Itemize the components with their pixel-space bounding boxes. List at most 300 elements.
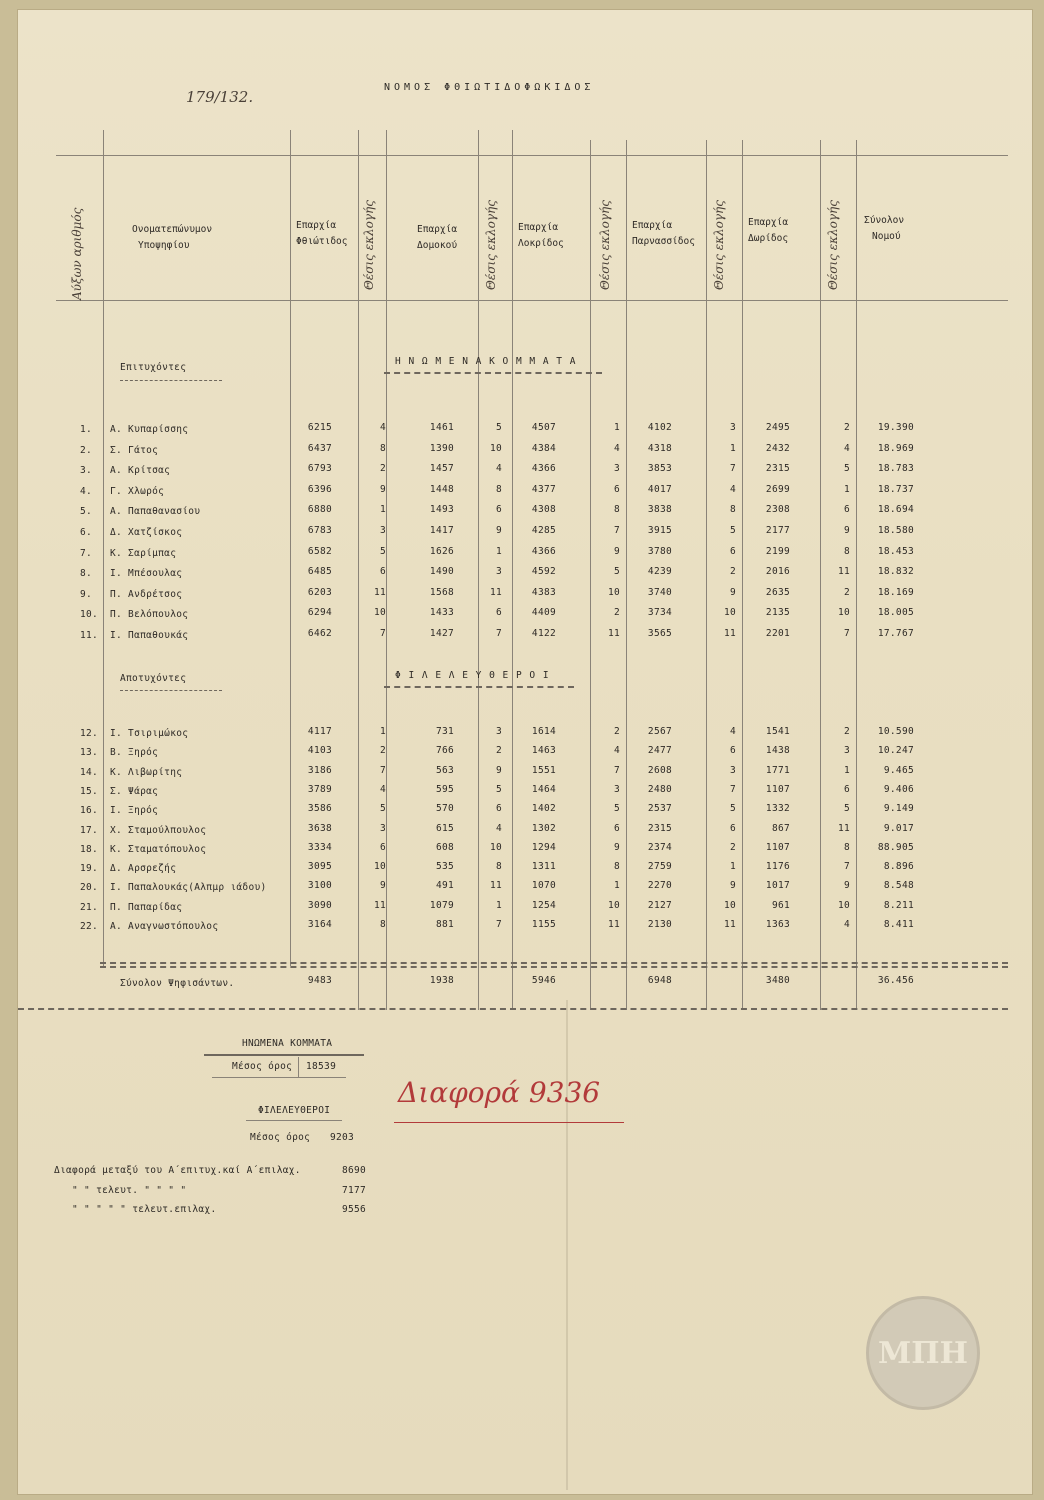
total-cell: 9.017 [883,822,914,834]
rank-cell: 5 [495,422,502,433]
rank-cell: 1 [613,422,620,433]
total-cell: 19.390 [877,422,914,433]
vote-cell: 1433 [429,607,454,619]
divider [298,1057,299,1077]
underline [120,380,222,381]
vote-cell: 1626 [429,545,454,557]
rank-cell: 3 [729,422,736,433]
totals-value: 3480 [765,975,790,986]
rank-cell: 10 [373,861,386,873]
vote-cell: 1390 [429,442,454,454]
candidate-name: Γ. Χλωρός [110,485,165,497]
candidate-name: Ι. Παπαθουκάς [110,630,189,641]
rank-cell: 9 [613,545,620,557]
total-cell: 10.247 [877,745,914,757]
vote-cell: 3915 [647,525,672,536]
vote-cell: 4377 [531,483,556,495]
vote-cell: 3838 [647,504,672,516]
rank-cell: 9 [379,880,386,892]
header-bottom-line [56,300,1008,301]
section-label-winners: Επιτυχόντες [120,362,187,373]
vote-cell: 3334 [307,841,332,853]
total-cell: 18.580 [877,525,914,536]
rank-cell: 1 [729,442,736,454]
rank-cell: 2 [613,607,620,619]
vote-cell: 1427 [429,628,454,639]
rank-cell: 4 [613,745,620,757]
vote-cell: 3586 [307,803,332,815]
vote-cell: 4239 [647,566,672,578]
rank-cell: 6 [613,483,620,495]
vote-cell: 2127 [647,899,672,911]
rank-cell: 8 [495,861,502,873]
province-header-1 [296,218,347,250]
province-label: Επαρχία [632,220,673,231]
rank-cell: 4 [729,483,736,495]
vote-cell: 3164 [307,919,332,930]
total-cell: 18.169 [877,586,914,598]
rank-cell: 11 [373,586,386,598]
vote-cell: 1490 [429,566,454,578]
province-name: Παρνασσίδος [632,236,695,247]
vote-cell: 6294 [307,607,332,619]
rank-cell: 4 [729,726,736,737]
rank-cell: 10 [837,607,850,619]
vote-cell: 6793 [307,463,332,475]
rank-cell: 1 [729,861,736,873]
rank-cell: 1 [495,545,502,557]
candidate-name: Ι. Μπέσουλας [110,568,183,580]
vote-cell: 1463 [531,745,556,757]
vote-cell: 2374 [647,841,672,853]
vote-cell: 2537 [647,803,672,815]
vote-cell: 6203 [307,586,332,598]
difference-line-3: " " " " " τελευτ.επιλαχ. [72,1204,217,1215]
rank-cell: 3 [379,525,386,536]
vote-cell: 6783 [307,525,332,536]
rank-cell: 7 [495,919,502,930]
rank-cell: 6 [495,607,502,619]
vote-cell: 1254 [531,899,556,911]
candidate-name: Κ. Σταματόπουλος [110,843,207,855]
rank-cell: 8 [613,861,620,873]
rank-cell: 11 [489,586,502,598]
vote-cell: 615 [435,822,454,834]
vote-cell: 2635 [765,586,790,598]
vote-cell: 867 [771,822,790,834]
rank-cell: 7 [613,764,620,776]
vote-cell: 1448 [429,483,454,495]
col-divider [856,140,857,1010]
province-name: Δωρίδος [748,233,789,244]
rank-cell: 4 [379,783,386,795]
candidate-name: Π. Ανδρέτσος [110,588,183,600]
rank-cell: 6 [379,566,386,578]
handwritten-difference: Διαφορά 9336 [398,1076,601,1109]
vote-cell: 6582 [307,545,332,557]
vote-cell: 4366 [531,545,556,557]
rank-cell: 3 [843,745,850,757]
rank-cell: 7 [495,628,502,639]
vote-cell: 2308 [765,504,790,516]
vote-cell: 2567 [647,726,672,737]
rank-cell: 9 [843,525,850,536]
row-number: 5. [80,506,93,518]
rank-cell: 5 [379,545,386,557]
vote-cell: 1541 [765,726,790,737]
table-top-line [56,155,1008,156]
rank-cell: 1 [843,483,850,495]
candidate-name: Π. Βελόπουλος [110,609,189,621]
difference-line-1: Διαφορά μεταξύ του Α΄επιτυχ.καί Α΄επιλαχ. [54,1165,301,1176]
row-number: 2. [80,444,93,456]
rank-cell: 7 [379,628,386,639]
rank-cell: 3 [613,783,620,795]
row-number: 3. [80,465,93,477]
vote-cell: 1176 [765,861,790,873]
vote-cell: 6485 [307,566,332,578]
vote-cell: 6437 [307,442,332,454]
difference-value-1: 8690 [342,1165,367,1176]
vote-cell: 3789 [307,783,332,795]
candidate-name: Β. Ξηρός [110,747,159,759]
name-header [132,222,212,254]
total-cell: 8.411 [883,919,914,930]
rank-cell: 11 [837,566,850,578]
rank-cell: 2 [379,745,386,757]
name-header-line2: Υποψηφίου [138,240,190,251]
rank-cell: 10 [837,899,850,911]
total-cell: 88.905 [877,841,914,853]
rank-cell: 5 [379,803,386,815]
vote-cell: 2477 [647,745,672,757]
rank-cell: 4 [495,463,502,475]
province-name: Λοκρίδος [518,238,564,249]
total-cell: 17.767 [877,628,914,639]
rank-cell: 2 [379,463,386,475]
totals-value: 1938 [429,975,454,986]
candidate-name: Σ. Γάτος [110,444,159,456]
province-name: Δομοκού [417,240,458,251]
col-divider [742,140,743,1010]
vote-cell: 1070 [531,880,556,892]
total-header [864,213,904,245]
rank-cell: 1 [613,880,620,892]
rank-cell: 3 [613,463,620,475]
vote-cell: 2315 [765,463,790,475]
vote-cell: 1614 [531,726,556,737]
rank-cell: 5 [729,525,736,536]
rank-cell: 2 [729,841,736,853]
candidate-name: Α. Κυπαρίσσης [110,424,189,435]
row-number: 10. [80,609,99,621]
rank-header: Θέσις εκλογής [598,200,612,290]
total-cell: 10.590 [877,726,914,737]
province-label: Επαρχία [518,222,559,233]
rank-cell: 6 [613,822,620,834]
candidate-name: Α. Κρίτσας [110,465,171,477]
vote-cell: 3734 [647,607,672,619]
vote-cell: 608 [435,841,454,853]
rank-cell: 9 [379,483,386,495]
underline [384,686,574,688]
candidate-name: Δ. Χατζίσκος [110,527,183,538]
col-divider [590,140,591,1010]
rank-cell: 3 [379,822,386,834]
candidate-name: Α. Αναγνωστόπουλος [110,921,219,932]
row-number: 22. [80,921,99,932]
rank-cell: 10 [723,607,736,619]
vote-cell: 3100 [307,880,332,892]
row-number: 6. [80,527,93,538]
rank-cell: 3 [729,764,736,776]
candidate-name: Δ. Αρσρεζής [110,863,177,875]
totals-rule [100,962,1008,964]
rank-cell: 6 [843,783,850,795]
summary-heading-liberals: ΦΙΛΕΛΕΥΘΕΡΟΙ [258,1105,331,1116]
vote-cell: 3090 [307,899,332,911]
totals-label: Σύνολον Ψηφισάντων. [120,978,235,989]
vote-cell: 4117 [307,726,332,737]
rank-cell: 8 [843,841,850,853]
total-cell: 8.896 [883,861,914,873]
province-label: Επαρχία [417,224,458,235]
vote-cell: 2495 [765,422,790,433]
total-cell: 18.005 [877,607,914,619]
col-divider [290,130,291,966]
rank-cell: 5 [729,803,736,815]
rank-cell: 2 [843,422,850,433]
rank-cell: 6 [843,504,850,516]
vote-cell: 2130 [647,919,672,930]
col-divider [103,130,104,966]
vote-cell: 1551 [531,764,556,776]
rank-cell: 5 [613,803,620,815]
rank-cell: 3 [495,566,502,578]
row-number: 8. [80,568,93,580]
row-number: 20. [80,882,99,894]
total-cell: 8.548 [883,880,914,892]
province-header-4 [632,218,695,250]
rank-header: Θέσις εκλογής [712,200,726,290]
rank-cell: 8 [613,504,620,516]
vote-cell: 731 [435,726,454,737]
underline [120,690,222,691]
total-header-line1: Σύνολον [864,215,905,226]
vote-cell: 766 [435,745,454,757]
rank-cell: 9 [495,764,502,776]
vote-cell: 1107 [765,783,790,795]
vote-cell: 1302 [531,822,556,834]
total-cell: 18.783 [877,463,914,475]
difference-line-2: " " τελευτ. " " " " [72,1185,187,1196]
bottom-rule [18,1008,1008,1010]
rank-header: Θέσις εκλογής [362,200,376,290]
vote-cell: 4507 [531,422,556,433]
col-divider [386,130,387,1010]
vote-cell: 1464 [531,783,556,795]
summary-heading-united: ΗΝΩΜΕΝΑ ΚΟΜΜΑΤΑ [242,1038,333,1049]
vote-cell: 4102 [647,422,672,433]
candidate-name: Ι. Τσιριμώκος [110,728,189,739]
row-number: 18. [80,843,99,855]
rank-cell: 10 [373,607,386,619]
rank-cell: 4 [843,919,850,930]
col-divider [626,140,627,1010]
vote-cell: 1017 [765,880,790,892]
rank-cell: 3 [495,726,502,737]
rank-cell: 1 [379,504,386,516]
rank-cell: 2 [495,745,502,757]
total-cell: 18.832 [877,566,914,578]
vote-cell: 6880 [307,504,332,516]
section-banner-liberals: Φ Ι Λ Ε Λ Ε Υ Θ Ε Ρ Ο Ι [395,670,550,681]
vote-cell: 6215 [307,422,332,433]
rank-cell: 10 [489,442,502,454]
vote-cell: 1363 [765,919,790,930]
province-header-5 [748,215,788,247]
rank-cell: 4 [843,442,850,454]
vote-cell: 2699 [765,483,790,495]
rank-cell: 6 [729,822,736,834]
archive-stamp-logo [866,1296,980,1410]
row-number: 17. [80,824,99,836]
province-label: Επαρχία [748,217,789,228]
underline [212,1077,346,1078]
vote-cell: 1155 [531,919,556,930]
paper-fold [566,1000,568,1490]
rank-cell: 7 [379,764,386,776]
rank-cell: 9 [613,841,620,853]
document-title: ΝΟΜΟΣ ΦΘΙΩΤΙΔΟΦΩΚΙΔΟΣ [384,82,595,93]
rank-cell: 10 [489,841,502,853]
vote-cell: 2177 [765,525,790,536]
candidate-name: Σ. Ψάρας [110,785,159,797]
vote-cell: 2315 [647,822,672,834]
row-number: 12. [80,728,99,739]
rank-cell: 5 [843,803,850,815]
underline [246,1120,342,1121]
rank-cell: 2 [843,586,850,598]
vote-cell: 1079 [429,899,454,911]
summary-average-label: Μέσος όρος [232,1061,293,1072]
row-number: 1. [80,424,93,435]
name-header-line1: Ονοματεπώνυμον [132,224,213,235]
vote-cell: 4017 [647,483,672,495]
row-number: 19. [80,863,99,875]
vote-cell: 4366 [531,463,556,475]
vote-cell: 3638 [307,822,332,834]
rank-cell: 11 [373,899,386,911]
rank-cell: 8 [379,442,386,454]
vote-cell: 1294 [531,841,556,853]
rank-cell: 5 [613,566,620,578]
vote-cell: 1107 [765,841,790,853]
rank-cell: 6 [379,841,386,853]
vote-cell: 881 [435,919,454,930]
vote-cell: 4285 [531,525,556,536]
vote-cell: 491 [435,880,454,892]
row-number: 7. [80,547,93,559]
rank-cell: 1 [379,726,386,737]
vote-cell: 563 [435,764,454,776]
rownum-header: Αύξων αριθμός [70,207,84,300]
rank-cell: 7 [729,783,736,795]
candidate-name: Ι. Ξηρός [110,805,159,817]
rank-cell: 6 [495,504,502,516]
rank-cell: 8 [729,504,736,516]
col-divider [512,130,513,1010]
stamp-letters: ΜΠΗ [878,1335,968,1371]
candidate-name: Χ. Σταμούλπουλος [110,824,207,836]
vote-cell: 4409 [531,607,556,619]
province-name: Φθιώτιδος [296,236,348,247]
summary-average-value: 9203 [330,1132,355,1143]
vote-cell: 1493 [429,504,454,516]
row-number: 11. [80,630,99,641]
vote-cell: 2759 [647,861,672,873]
totals-value: 9483 [307,975,332,986]
underline [384,372,602,374]
candidate-name: Ι. Παπαλουκάς(Αλπμρ ιάδου) [110,882,267,894]
total-cell: 18.969 [877,442,914,454]
vote-cell: 4308 [531,504,556,516]
difference-value-2: 7177 [342,1185,367,1196]
row-number: 15. [80,785,99,797]
totals-value: 5946 [531,975,556,986]
summary-average-value: 18539 [306,1061,337,1072]
vote-cell: 1332 [765,803,790,815]
col-divider [706,140,707,1010]
rank-cell: 4 [379,422,386,433]
vote-cell: 4103 [307,745,332,757]
red-underline [394,1122,624,1123]
vote-cell: 1402 [531,803,556,815]
col-divider [478,130,479,1010]
vote-cell: 570 [435,803,454,815]
rank-cell: 4 [495,822,502,834]
candidate-name: Α. Παπαθανασίου [110,506,201,518]
rank-cell: 9 [843,880,850,892]
vote-cell: 3853 [647,463,672,475]
totals-value: 36.456 [877,975,914,986]
vote-cell: 4592 [531,566,556,578]
total-cell: 18.737 [877,483,914,495]
row-number: 13. [80,747,99,759]
total-cell: 9.465 [883,764,914,776]
rank-cell: 9 [495,525,502,536]
province-header-2 [417,222,457,254]
vote-cell: 1461 [429,422,454,433]
rank-cell: 11 [489,880,502,892]
province-header-3 [518,220,564,252]
rank-cell: 1 [495,899,502,911]
vote-cell: 4122 [531,628,556,639]
rank-cell: 7 [729,463,736,475]
vote-cell: 2608 [647,764,672,776]
vote-cell: 1438 [765,745,790,757]
vote-cell: 595 [435,783,454,795]
section-label-runners-up: Αποτυχόντες [120,673,187,684]
row-number: 14. [80,766,99,778]
row-number: 4. [80,485,93,497]
vote-cell: 4318 [647,442,672,454]
rank-cell: 7 [613,525,620,536]
rank-cell: 7 [843,628,850,639]
col-divider [820,140,821,1010]
vote-cell: 2201 [765,628,790,639]
vote-cell: 2480 [647,783,672,795]
